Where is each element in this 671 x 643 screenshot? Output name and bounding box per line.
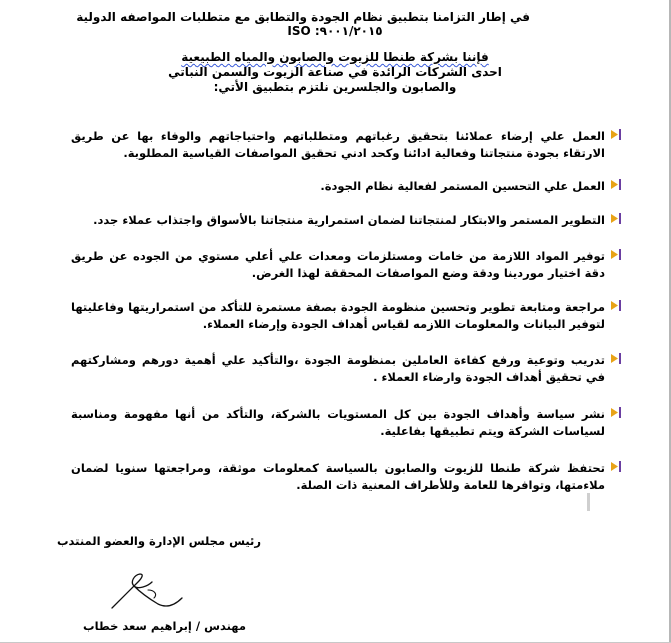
document-header xyxy=(76,10,530,39)
list-item xyxy=(71,299,621,333)
bullet-arrow-icon xyxy=(611,129,621,140)
list-item xyxy=(71,352,621,386)
list-item xyxy=(71,178,621,195)
list-item xyxy=(71,406,621,440)
bullet-text: نشر سياسة وأهداف الجودة بين كل المستويات بالشركة، والتأكد من أنها مفهومة ومناسبة لسياسات الشركة ويتم تطبيقها بفاعلية. xyxy=(71,407,605,438)
intro-line-1: فإننا بشركة طنطا للزيوت والصابون والمياه الطبيعية xyxy=(181,50,489,64)
bullet-arrow-icon xyxy=(611,300,621,311)
bullet-text: العمل علي التحسين المستمر لفعالية نظام الجودة. xyxy=(320,179,605,193)
bullet-text: تدريب وتوعية ورفع كفاءة العاملين بمنظومة الجودة ،والتأكيد علي أهمية دورهم ومشاركتهم في تحقيق أهداف الجودة وارضاء العملاء . xyxy=(71,353,605,384)
bullet-text: مراجعة ومتابعة تطوير وتحسين منظومة الجودة بصفة مستمرة للتأكد من استمراريتها وفاعليتها لتوفير البيانات والمعلومات اللازمه لقياس أهداف الجودة وإرضاء العملاء. xyxy=(71,300,605,331)
header-line-1: في إطار التزامنا بتطبيق نظام الجودة والتطابق مع متطلبات المواصفه الدولية xyxy=(76,10,530,24)
intro-paragraph xyxy=(140,50,530,95)
handwritten-signature xyxy=(108,568,188,614)
list-item xyxy=(71,212,621,229)
bullet-arrow-icon xyxy=(611,213,621,224)
bullet-arrow-icon xyxy=(611,407,621,418)
intro-line-3: والصابون والجلسرين نلتزم بتطبيق الأتي: xyxy=(213,80,457,94)
bullet-arrow-icon xyxy=(611,249,621,260)
bullet-text: العمل علي إرضاء عملائنا بتحقيق رغباتهم ومتطلباتهم واحتياجاتهم والوفاء بها عن طريق الارتقاء بجودة منتجاتنا وفعالية ادائنا وكحد ادني تحقيق المواصفات القياسية المطلوبة. xyxy=(71,129,605,160)
intro-line-2: احدى الشركات الرائدة في صناعة الزيوت والسمن النباتي xyxy=(168,65,502,79)
bullet-text: توفير المواد اللازمة من خامات ومستلزمات ومعدات علي أعلي مستوي من الجوده عن طريق دقة اختيار موردينا ودقة وضع المواصفات المحققة لهذا الغرض. xyxy=(71,249,605,280)
iso-standard-line: ISO :٩٠٠١/٢٠١٥ xyxy=(287,24,383,38)
list-item xyxy=(71,128,621,162)
list-item xyxy=(71,248,621,282)
bullet-text: التطوير المستمر والابتكار لمنتجاتنا لضمان استمرارية منتجاتنا بالأسواق واجتذاب عملاء جدد. xyxy=(93,213,605,227)
signatory-name: مهندس / إبراهيم سعد خطاب xyxy=(83,619,246,633)
text-cursor-marker xyxy=(587,493,590,511)
list-item xyxy=(71,460,621,494)
bullet-text: تحتفظ شركة طنطا للزيوت والصابون بالسياسة كمعلومات موثقة، ومراجعتها سنويا لضمان ملاءمتها، وتوافرها للعامة وللأطراف المعنية ذات الصلة. xyxy=(71,461,605,492)
signatory-title: رئيس مجلس الإدارة والعضو المنتدب xyxy=(56,534,261,548)
bullet-arrow-icon xyxy=(611,353,621,364)
bullet-arrow-icon xyxy=(611,179,621,190)
bullet-arrow-icon xyxy=(611,461,621,472)
